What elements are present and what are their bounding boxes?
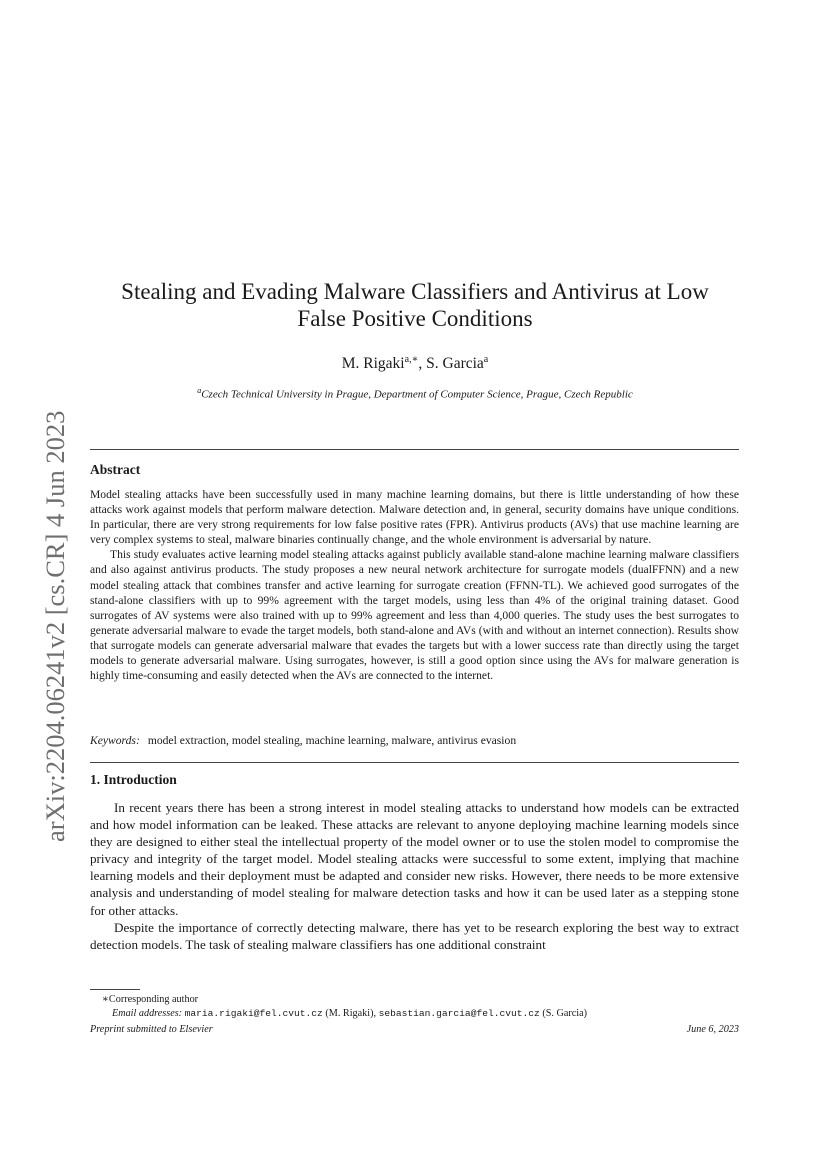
title-line-2: False Positive Conditions <box>297 306 533 331</box>
affiliation-mark: a <box>197 386 202 395</box>
email-owner: (S. Garcia) <box>539 1008 588 1019</box>
section-heading: 1. Introduction <box>90 772 177 787</box>
top-rule <box>90 449 739 450</box>
author-affiliation-mark: a,∗ <box>404 354 419 365</box>
email-link[interactable]: maria.rigaki@fel.cvut.cz <box>184 1008 323 1019</box>
arxiv-id: arXiv:2204.06241v2 [cs.CR] 4 Jun 2023 <box>40 410 70 842</box>
preprint-note: Preprint submitted to Elsevier <box>90 1024 213 1035</box>
keywords-label: Keywords: <box>90 734 140 747</box>
abstract-paragraph: This study evaluates active learning model stealing attacks against publicly available stand-alone machine learning malware classifiers and also against antivirus products. The study proposes a new neural network architecture for surrogate models (dualFFNN) and a new model stealing attack that combines transfer and active learning for surrogate creation (FFNN-TL). We achieved good surrogates of the stand-alone classifiers with up to 99% agreement with the target models, using less than 4% of the original training dataset. Good surrogates of AV systems were also trained with up to 99% agreement and less than 4,000 queries. The study uses the best surrogates to generate adversarial malware to evade the target models, both stand-alone and AVs (with and without an internet connection). Results show that surrogate models can generate adversarial malware that evades the targets but with a lower success rate than directly using the target models to generate adversarial malware. Using surrogates, however, is still a good option since using the AVs for malware generation is highly time-consuming and easily detected when the AVs are connected to the internet. <box>90 548 739 683</box>
author-affiliation-mark: a <box>483 354 489 365</box>
title-line-1: Stealing and Evading Malware Classifiers and Antivirus at Low <box>121 279 709 304</box>
body-paragraph: Despite the importance of correctly detecting malware, there has yet to be research exploring the best way to extract detection models. The task of stealing malware classifiers has one additional constraint <box>90 919 739 952</box>
abstract-bottom-rule <box>90 762 739 763</box>
abstract-body <box>90 487 739 683</box>
keywords-text: model extraction, model stealing, machine learning, malware, antivirus evasion <box>147 734 517 747</box>
footnote-emails <box>112 1007 761 1020</box>
keywords <box>90 734 739 747</box>
abstract-paragraph: Model stealing attacks have been successfully used in many machine learning domains, but there is little understanding of how these attacks work against models that perform malware detection. Malware detection and, in general, security domains have unique conditions. In particular, there are very strong requirements for low false positive rates (FPR). Antivirus products (AVs) that use machine learning are very complex systems to steal, malware binaries continually change, and the whole environment is adversarial by nature. <box>90 488 739 547</box>
author-name: S. Garcia <box>426 355 484 373</box>
author-name: M. Rigaki <box>341 355 405 373</box>
arxiv-stamp <box>20 372 70 842</box>
affiliation <box>90 386 740 401</box>
body-paragraph: In recent years there has been a strong interest in model stealing attacks to understand how models can be extracted and how model information can be leaked. These attacks are relevant to anyone deploying machine learning models since they are designed to either steal the intellectual property of the model owner or to use the stolen model to compromise the privacy and integrity of the target model. Model stealing attacks were successful to some extent, implying that machine learning models and their deployment must be adapted and consider new risks. However, there needs to be more extensive analysis and understanding of model stealing for malware detection tasks and how it can be used later as a stepping stone for other attacks. <box>90 800 739 918</box>
email-label: Email addresses: <box>112 1008 183 1019</box>
footnote-rule <box>90 989 140 990</box>
footnote-corresponding: ∗Corresponding author <box>102 994 199 1005</box>
email-link[interactable]: sebastian.garcia@fel.cvut.cz <box>378 1008 540 1019</box>
author-separator: , <box>418 355 427 373</box>
paper-title <box>90 278 740 332</box>
introduction-body <box>90 799 739 953</box>
footer-date: June 6, 2023 <box>686 1024 739 1035</box>
author-list <box>90 354 740 373</box>
email-owner: (M. Rigaki), <box>322 1008 379 1019</box>
abstract-heading: Abstract <box>90 462 141 477</box>
affiliation-text: Czech Technical University in Prague, Department of Computer Science, Prague, Czech Republic <box>201 388 633 401</box>
